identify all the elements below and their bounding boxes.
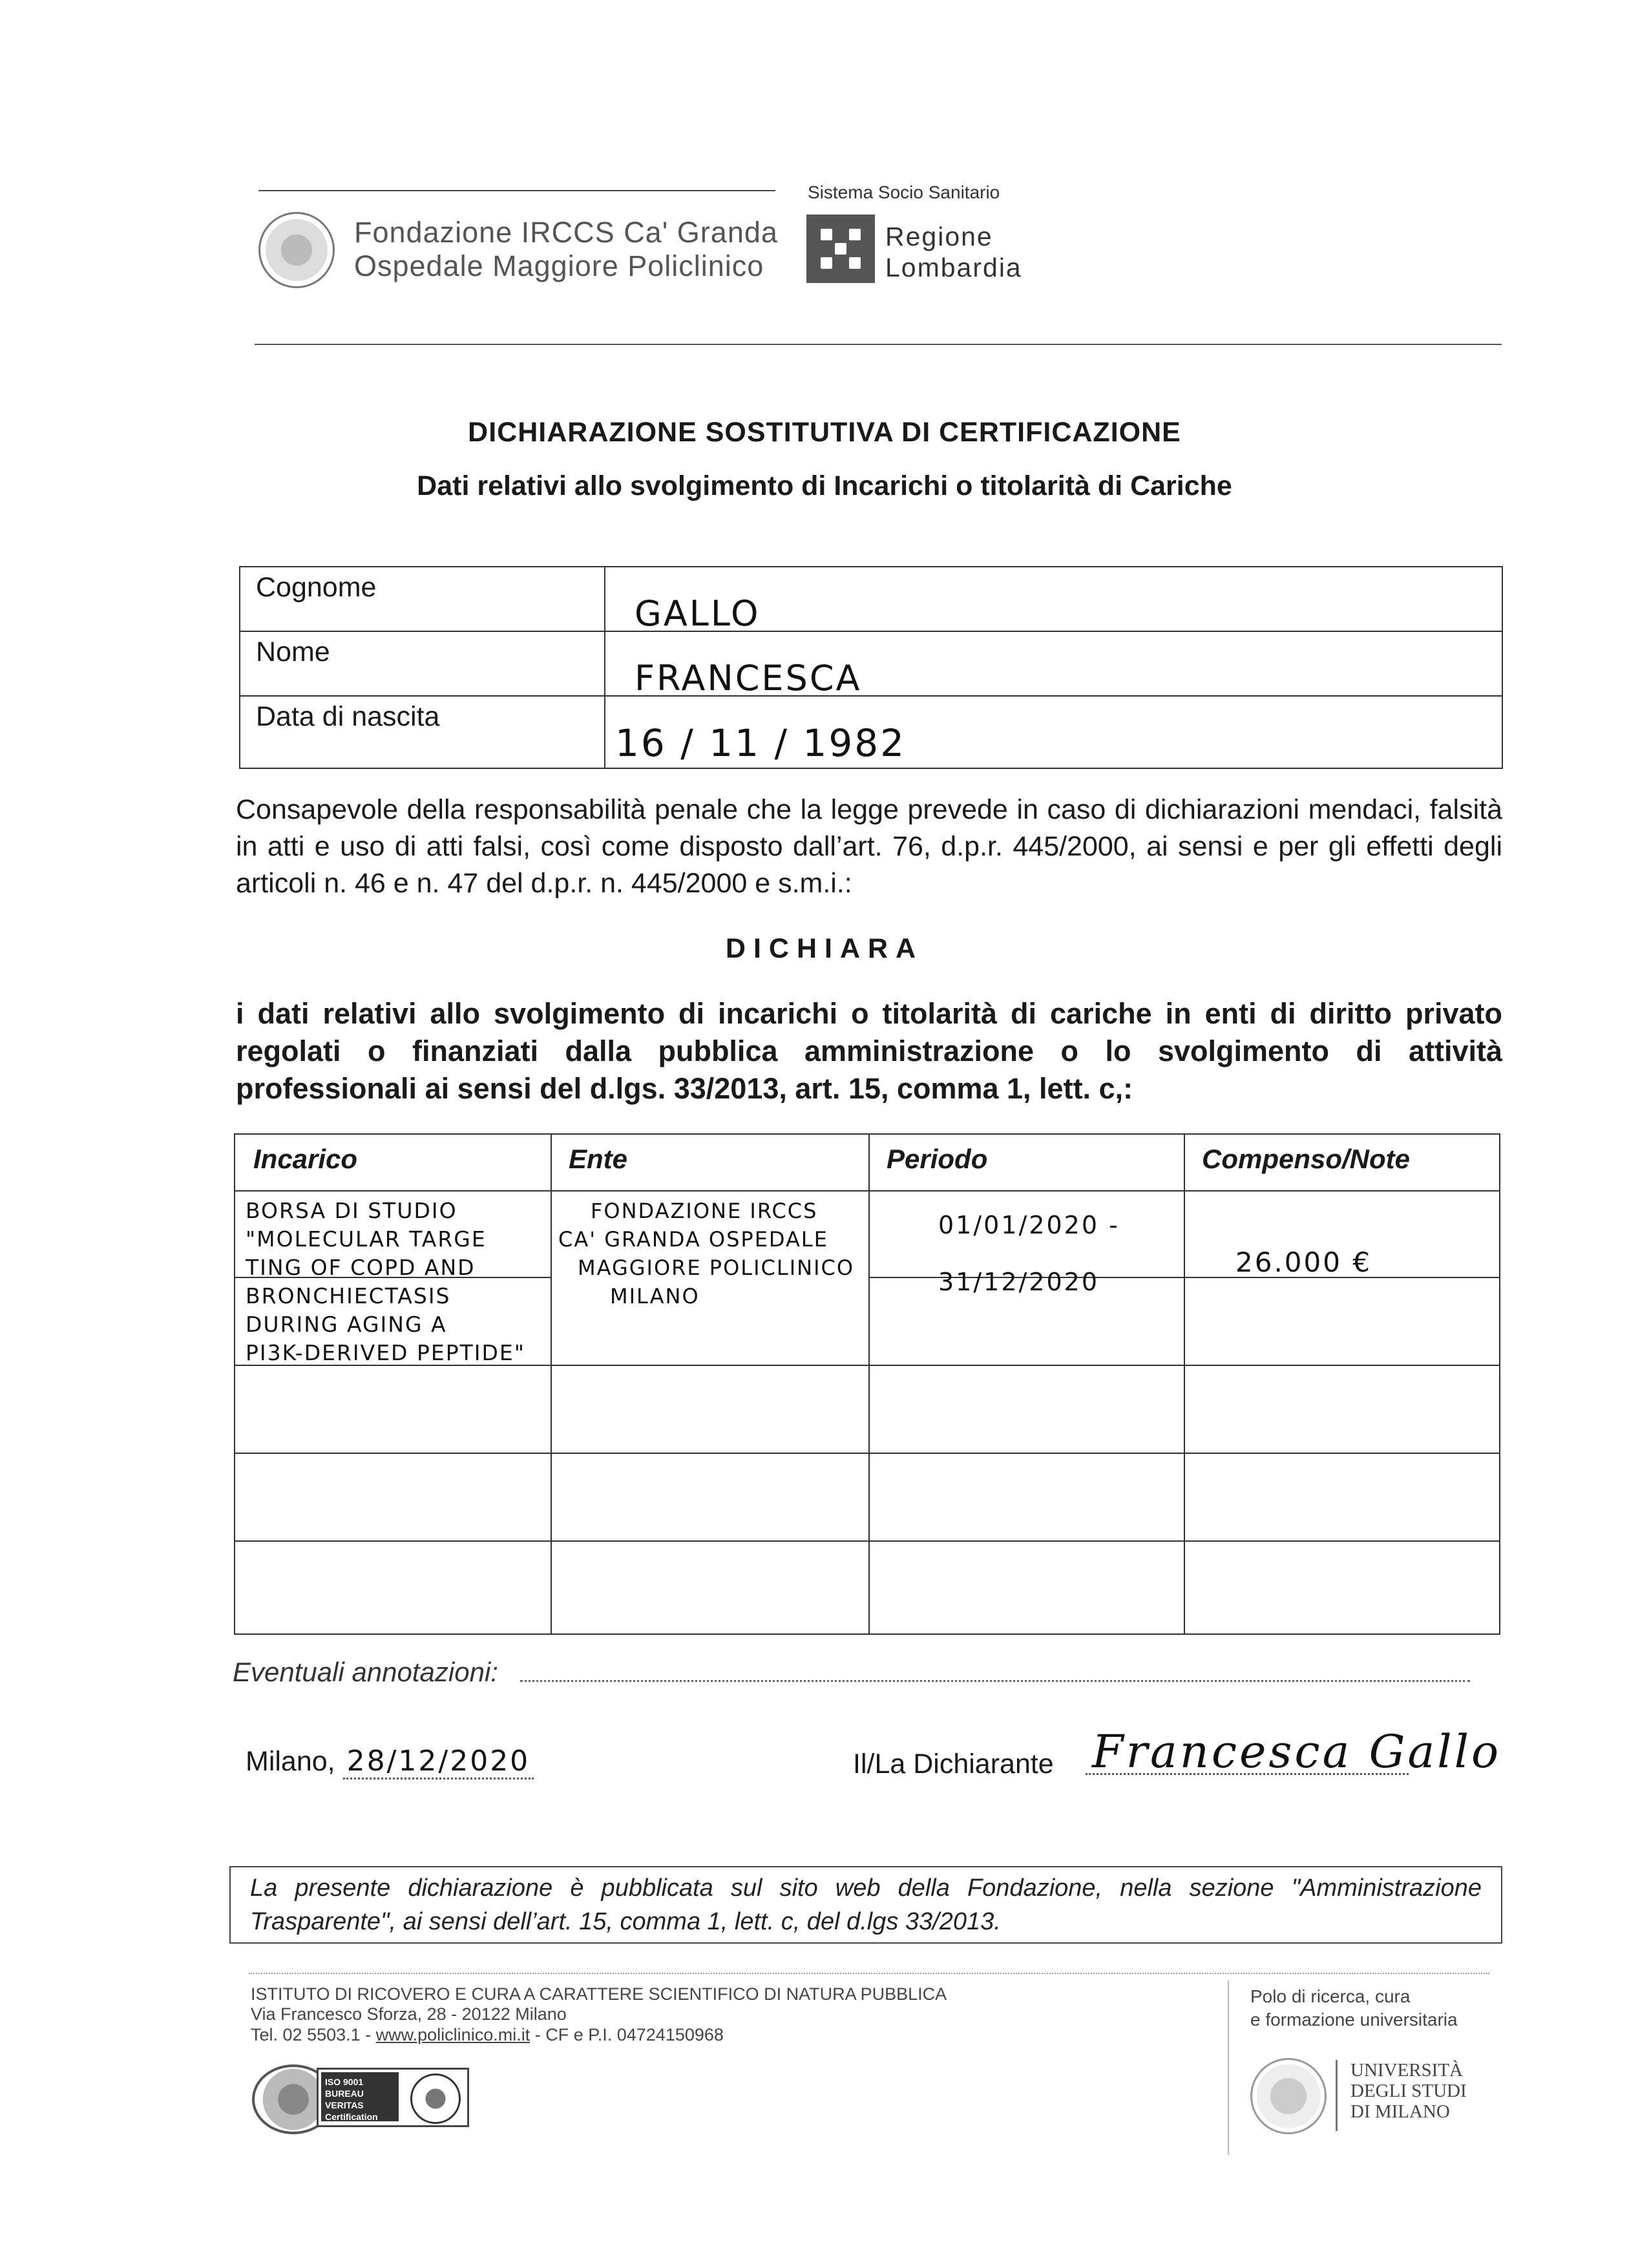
uni-line2: DEGLI STUDI (1350, 2081, 1467, 2101)
document-subtitle: Dati relativi allo svolgimento di Incarichi o titolarità di Cariche (417, 470, 1232, 501)
column-divider (868, 1135, 870, 1633)
nome-value: FRANCESCA (635, 658, 862, 698)
periodo-start: 01/01/2020 - (938, 1211, 1120, 1239)
incarichi-table (234, 1133, 1500, 1635)
footer-rule (249, 1973, 1489, 1974)
university-divider (1336, 2060, 1338, 2131)
incarico-line: "MOLECULAR TARGE (246, 1226, 487, 1252)
dichiarante-label: Il/La Dichiarante (853, 1748, 1054, 1780)
ente-line: MAGGIORE POLICLINICO (578, 1255, 855, 1280)
regione-line2: Lombardia (885, 253, 1022, 282)
consapevole-paragraph: Consapevole della responsabilità penale che la legge prevede in caso di dichiarazioni mendaci, falsità in atti e uso di atti falsi, così come disposto dall’art. 76, d.p.r. 445/2000, ai sensi e per gli effetti degli articoli n. 46 e n. 47 del d.p.r. n. 445/2000 e s.m.i.: (236, 794, 1502, 899)
polo-text (1250, 1985, 1458, 2032)
university-seal-icon (1250, 2058, 1327, 2134)
bureau-veritas-seal-icon (410, 2074, 461, 2124)
fondazione-line2: Ospedale Maggiore Policlinico (354, 249, 764, 282)
periodo-end: 31/12/2020 (938, 1268, 1100, 1296)
footer-institute: ISTITUTO DI RICOVERO E CURA A CARATTERE SCIENTIFICO DI NATURA PUBBLICA (251, 1984, 947, 2004)
sistema-socio-sanitario: Sistema Socio Sanitario (808, 182, 1000, 202)
nome-label: Nome (240, 632, 605, 697)
cognome-value: GALLO (635, 593, 761, 634)
row-divider (235, 1453, 1499, 1454)
signature: Francesca Gallo (1092, 1725, 1502, 1778)
personal-data-table (239, 566, 1503, 769)
uni-line3: DI MILANO (1350, 2101, 1450, 2122)
document-title: DICHIARAZIONE SOSTITUTIVA DI CERTIFICAZIONE (468, 417, 1181, 448)
footer-website-link[interactable]: www.policlinico.mi.it (375, 2025, 530, 2044)
regione-line1: Regione (885, 222, 993, 251)
ente-line: MILANO (610, 1284, 700, 1308)
polo-line1: Polo di ricerca, cura (1250, 1986, 1411, 2006)
incarico-line: PI3K-DERIVED PEPTIDE" (246, 1340, 525, 1365)
column-divider (551, 1135, 552, 1633)
incarico-cell (246, 1197, 525, 1367)
footer-address: Via Francesco Sforza, 28 - 20122 Milano (251, 2004, 567, 2024)
header-divider (255, 344, 1502, 345)
ente-line: FONDAZIONE IRCCS (591, 1199, 818, 1223)
col-header-incarico: Incarico (253, 1144, 358, 1174)
footer-phone: Tel. 02 5503.1 - (251, 2025, 376, 2044)
fondazione-line1: Fondazione IRCCS Ca' Granda (354, 216, 778, 249)
polo-line2: e formazione universitaria (1250, 2010, 1458, 2030)
regione-lombardia-logo-icon (806, 215, 875, 283)
col-header-ente: Ente (569, 1144, 628, 1174)
footer-separator (1228, 1980, 1229, 2155)
header-rule (258, 190, 775, 191)
regione-name (885, 221, 1022, 283)
col-header-compenso: Compenso/Note (1202, 1144, 1411, 1174)
incarico-line: BORSA DI STUDIO (246, 1198, 457, 1223)
compenso-value: 26.000 € (1235, 1246, 1372, 1278)
footer-contacts (251, 2025, 724, 2045)
ente-line: CA' GRANDA OSPEDALE (558, 1227, 828, 1252)
cognome-label: Cognome (240, 567, 605, 632)
fondazione-name (354, 216, 778, 283)
cert-text: ISO 9001 BUREAU VERITAS Certification (321, 2072, 399, 2121)
ente-cell (558, 1197, 854, 1310)
incarico-line: BRONCHIECTASIS (246, 1283, 451, 1308)
uni-line1: UNIVERSITÀ (1350, 2060, 1463, 2081)
col-header-periodo: Periodo (887, 1144, 988, 1174)
annotazioni-label: Eventuali annotazioni: (233, 1657, 498, 1687)
header-row-divider (235, 1190, 1499, 1192)
university-name (1350, 2060, 1467, 2122)
bureau-veritas-certification-icon (317, 2068, 469, 2127)
periodo-cell (938, 1197, 1120, 1310)
incarico-line: DURING AGING A (246, 1312, 447, 1337)
nascita-value: 16 / 11 / 1982 (615, 721, 907, 765)
dichiara-heading: DICHIARA (725, 933, 924, 964)
fondazione-seal-icon (258, 212, 335, 288)
dichiara-paragraph: i dati relativi allo svolgimento di incarichi o titolarità di cariche in enti di diritto privato regolati o finanziati dalla pubblica amministrazione o lo svolgimento di attività professionali ai sensi del d.lgs. 33/2013, art. 15, comma 1, lett. c,: (236, 997, 1502, 1105)
row-divider (235, 1540, 1499, 1542)
incarico-line: TING OF COPD AND (246, 1255, 476, 1280)
column-divider (1184, 1135, 1185, 1633)
date-value: 28/12/2020 (343, 1745, 534, 1780)
publication-note: La presente dichiarazione è pubblicata sul sito web della Fondazione, nella sezione "Amministrazione Trasparente", ai sensi dell’art. 15, comma 1, lett. c, del d.lgs 33/2013. (229, 1866, 1502, 1944)
place-date (246, 1745, 534, 1780)
footer-taxcode: - CF e P.I. 04724150968 (530, 2025, 724, 2044)
annotazioni-line (520, 1661, 1470, 1682)
place-label: Milano, (246, 1746, 335, 1777)
nascita-label: Data di nascita (240, 697, 605, 768)
